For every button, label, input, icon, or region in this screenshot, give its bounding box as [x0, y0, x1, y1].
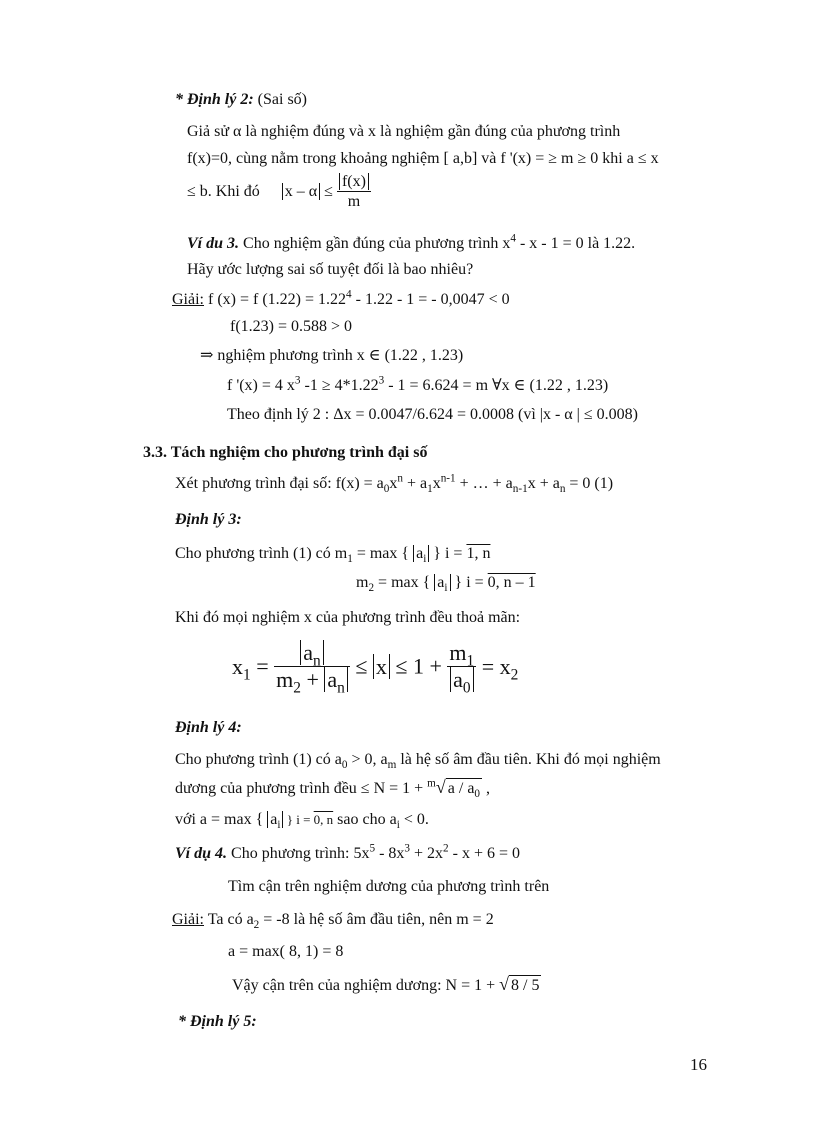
index-range-2: 0, n – 1	[487, 574, 536, 591]
x1-var: x	[232, 653, 243, 679]
example-3-solution-4	[227, 376, 608, 395]
lower-bound-fraction	[274, 640, 350, 697]
theorem-2-line-3-text: ≤ b. Khi đó	[187, 183, 260, 201]
var: a	[453, 667, 463, 693]
plus: +	[300, 667, 325, 693]
text-end: là hệ số âm đầu tiên. Khi đó mọi nghiệm	[396, 751, 661, 768]
theorem-5-heading: * Định lý 5:	[178, 1013, 257, 1030]
subscript: 1	[427, 483, 433, 496]
theorem-2-line-2: f(x)=0, cùng nằm trong khoảng nghiệm [ a,b] và f '(x) = ≥ m ≥ 0 khi a ≤ x	[187, 150, 659, 167]
example-3-text: Cho nghiệm gần đúng của phương trình x	[239, 235, 511, 252]
theorem-4-line-3	[175, 810, 429, 832]
eq-text-end: = 0 (1)	[565, 475, 614, 492]
example-4-label: Ví dụ 4.	[175, 845, 228, 862]
subscript: m	[387, 759, 397, 772]
leq: ≤	[349, 653, 373, 679]
comma: ,	[482, 780, 491, 797]
root-bound-formula	[232, 640, 519, 697]
example-3-solution-3: ⇒ nghiệm phương trình x ∈ (1.22 , 1.23)	[200, 347, 464, 364]
example-3-solution-2: f(1.23) = 0.588 > 0	[230, 318, 353, 335]
radical-sign: √	[435, 777, 446, 797]
error-fraction	[337, 172, 371, 211]
text: Vậy cận trên của nghiệm dương: N = 1 +	[232, 977, 500, 994]
var: a	[327, 667, 338, 693]
solution-text-end: - 1 = 6.624 = m ∀x ∈ (1.22 , 1.23)	[384, 377, 609, 394]
theorem-4-line-1	[175, 750, 661, 772]
example-4-solution-2: a = max( 8, 1) = 8	[228, 943, 344, 960]
index-range: 0, n	[313, 812, 334, 827]
subscript: 2	[510, 666, 519, 684]
m1-text: Cho phương trình (1) có m	[175, 545, 348, 562]
subscript: n	[559, 483, 566, 496]
section-3-3-heading: 3.3. Tách nghiệm cho phương trình đại số	[143, 444, 428, 461]
example-4-solution-3	[232, 974, 541, 996]
text: > 0, a	[347, 751, 388, 768]
theorem-4-heading: Định lý 4:	[175, 719, 242, 736]
abs-an	[300, 640, 323, 670]
eq-var: x	[432, 475, 441, 492]
superscript: n	[397, 472, 403, 485]
max-text: = max {	[352, 545, 414, 562]
abs-fx: f(x)	[339, 173, 369, 190]
text-end: = -8 là hệ số âm đầu tiên, nên m = 2	[259, 911, 494, 928]
abs-an	[324, 667, 347, 697]
example-3-label: Ví du 3.	[187, 235, 240, 252]
subscript: 2	[368, 582, 375, 595]
numerator	[447, 640, 476, 670]
superscript: 2	[443, 842, 449, 855]
m2-text: m	[356, 574, 369, 591]
root-index: m	[427, 777, 436, 790]
example-3-line-2: Hãy ước lượng sai số tuyệt đối là bao nhiêu?	[187, 261, 474, 278]
radicand-text: a / a	[447, 780, 475, 797]
theorem-2-heading	[175, 90, 307, 109]
eq-var: x	[389, 475, 398, 492]
abs-x: x	[373, 654, 390, 679]
subscript: 2	[253, 919, 260, 932]
solution-label: Giải:	[172, 291, 204, 308]
text: với a = max {	[175, 811, 268, 828]
example-4-solution-1	[172, 910, 494, 932]
superscript: 4	[510, 232, 516, 245]
eq-text: Xét phương trình đại số: f(x) = a	[175, 475, 384, 492]
text: dương của phương trình đều ≤ N = 1 +	[175, 780, 428, 797]
leq-sign: ≤	[320, 183, 337, 201]
example-4-line-1	[175, 844, 520, 863]
superscript: 3	[378, 374, 385, 387]
eq-text: + … + a	[455, 475, 513, 492]
superscript: n-1	[440, 472, 456, 485]
subscript: i	[396, 819, 400, 832]
subscript: 1	[347, 553, 353, 566]
theorem-2-line-1: Giả sử α là nghiệm đúng và x là nghiệm gần đúng của phương trình	[187, 123, 621, 140]
x2	[476, 653, 519, 684]
var: a	[303, 640, 314, 665]
page-number: 16	[690, 1055, 707, 1074]
text: + 2x	[410, 845, 444, 862]
text: Ta có a	[204, 911, 254, 928]
eq-sign: =	[250, 653, 275, 679]
text: - 8x	[375, 845, 405, 862]
subscript: n-1	[512, 483, 528, 496]
fraction-denominator: m	[347, 193, 361, 211]
subscript: 1	[466, 652, 475, 670]
leq-one-plus: ≤ 1 +	[389, 653, 448, 679]
subscript: i	[277, 819, 281, 832]
theorem-2-title: * Định lý 2:	[175, 91, 254, 108]
theorem-3-m2	[356, 573, 536, 595]
text: } i =	[283, 812, 314, 827]
subscript: 0	[474, 788, 481, 801]
subscript: i	[444, 582, 448, 595]
index-range-1: 1, n	[466, 545, 491, 562]
upper-bound-fraction	[447, 640, 476, 697]
subscript: n	[337, 679, 345, 697]
var: m	[276, 667, 294, 693]
theorem-3-heading: Định lý 3:	[175, 511, 242, 528]
text: Cho phương trình (1) có a	[175, 751, 342, 768]
text-end: - x + 6 = 0	[448, 845, 520, 862]
theorem-2-line-3	[187, 172, 371, 211]
subscript: n	[313, 652, 321, 670]
superscript: 3	[294, 374, 301, 387]
index-text: } i =	[429, 545, 467, 562]
solution-text: f (x) = f (1.22) = 1.22	[204, 291, 347, 308]
text-end: < 0.	[399, 811, 429, 828]
radicand	[446, 778, 482, 801]
eq-text: + a	[402, 475, 428, 492]
theorem-4-line-2	[175, 777, 490, 799]
max-text: = max {	[374, 574, 435, 591]
eq-text: x + a	[527, 475, 560, 492]
superscript: 3	[404, 842, 410, 855]
superscript: 4	[346, 288, 352, 301]
theorem-3-line-3: Khi đó mọi nghiệm x của phương trình đều thoả mãn:	[175, 609, 521, 626]
example-3-solution-1	[172, 290, 510, 309]
subscript: 0	[462, 679, 471, 697]
abs-ai: $a_i$	[267, 811, 283, 828]
text: sao cho a	[333, 811, 397, 828]
numerator	[274, 640, 350, 670]
radical-sign: √	[499, 974, 509, 994]
solution-label: Giải:	[172, 911, 204, 928]
example-3-solution-5: Theo định lý 2 : Δx = 0.0047/6.624 = 0.0008 (vì |x - α | ≤ 0.008)	[227, 406, 638, 423]
solution-text: f '(x) = 4 x	[227, 377, 295, 394]
text: Cho phương trình: 5x	[227, 845, 370, 862]
index-text: } i =	[450, 574, 488, 591]
fraction-numerator	[337, 172, 371, 192]
subscript: 0	[383, 483, 390, 496]
theorem-2-paren: (Sai số)	[253, 91, 307, 108]
subscript: 0	[341, 759, 348, 772]
denominator	[274, 667, 350, 697]
abs-x-minus-alpha: x – α	[282, 183, 320, 200]
denominator	[447, 667, 476, 697]
subscript: i	[423, 553, 427, 566]
solution-text-end: - 1.22 - 1 = - 0,0047 < 0	[351, 291, 510, 308]
radicand: 8 / 5	[511, 977, 540, 994]
example-3-text-end: - x - 1 = 0 là 1.22.	[515, 235, 636, 252]
theorem-3-m1	[175, 544, 491, 566]
solution-text: -1 ≥ 4*1.22	[300, 377, 379, 394]
x2-var: = x	[476, 653, 511, 679]
var: m	[449, 640, 467, 665]
abs-ai: $a_i$	[434, 574, 450, 591]
subscript: 2	[293, 679, 301, 697]
example-3-line-1	[187, 234, 635, 253]
subscript: 1	[243, 666, 251, 684]
abs-a0	[450, 667, 473, 697]
superscript: 5	[369, 842, 376, 855]
example-4-line-2: Tìm cận trên nghiệm dương của phương trình trên	[228, 878, 550, 895]
abs-ai: $a_i$	[413, 545, 429, 562]
x1	[232, 653, 251, 684]
algebraic-equation	[175, 472, 614, 496]
